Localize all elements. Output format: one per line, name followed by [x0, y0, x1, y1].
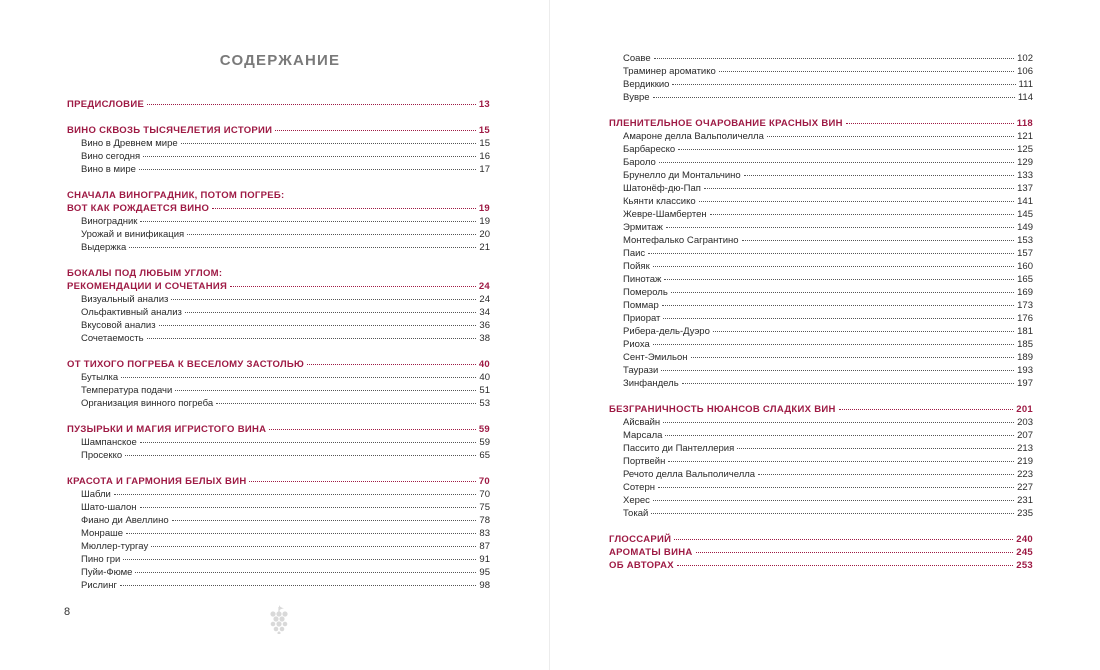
toc-entry — [609, 78, 1033, 91]
entry-page-number: 65 — [479, 450, 490, 461]
entry-label: Зинфандель — [623, 378, 679, 389]
toc-entry — [609, 507, 1033, 520]
dot-leader — [678, 149, 1014, 150]
entry-label: Сочетаемость — [81, 333, 144, 344]
toc-chapter-heading — [67, 267, 490, 280]
toc-entry — [609, 208, 1033, 221]
entry-label: Соаве — [623, 53, 651, 64]
dot-leader — [651, 513, 1014, 514]
toc-entry — [609, 312, 1033, 325]
entry-page-number: 213 — [1017, 443, 1033, 454]
toc-chapter-heading — [67, 358, 490, 371]
dot-leader — [139, 169, 477, 170]
dot-leader — [307, 364, 476, 365]
dot-leader — [125, 455, 476, 456]
entry-label: Мюллер-тургау — [81, 541, 149, 552]
entry-label: Барбареско — [623, 144, 676, 155]
toc-entry — [609, 143, 1033, 156]
dot-leader — [672, 84, 1015, 85]
toc-entry — [609, 429, 1033, 442]
toc-chapter-heading — [609, 403, 1033, 416]
toc-entry — [609, 377, 1033, 390]
entry-label: Рислинг — [81, 580, 117, 591]
toc-chapter-heading — [67, 423, 490, 436]
entry-page-number: 129 — [1017, 157, 1033, 168]
toc-chapter-heading — [67, 280, 490, 293]
entry-label: ПЛЕНИТЕЛЬНОЕ ОЧАРОВАНИЕ КРАСНЫХ ВИН — [609, 118, 843, 129]
entry-page-number: 118 — [1016, 118, 1033, 129]
toc-section — [67, 98, 490, 111]
dot-leader — [114, 494, 477, 495]
dot-leader — [839, 409, 1014, 410]
entry-page-number: 189 — [1017, 352, 1033, 363]
dot-leader — [140, 221, 476, 222]
page-fold — [549, 0, 550, 670]
dot-leader — [212, 208, 476, 209]
entry-label: Рибера-дель-Дуэро — [623, 326, 710, 337]
entry-page-number: 157 — [1017, 248, 1033, 259]
entry-label: Айсвайн — [623, 417, 661, 428]
entry-page-number: 141 — [1017, 196, 1033, 207]
entry-page-number: 19 — [478, 203, 490, 214]
toc-entry — [609, 273, 1033, 286]
toc-entry — [609, 247, 1033, 260]
dot-leader — [704, 188, 1014, 189]
entry-page-number: 75 — [479, 502, 490, 513]
toc-chapter-entry — [609, 533, 1033, 546]
dot-leader — [662, 305, 1014, 306]
entry-label: Пуйи-Фюме — [81, 567, 133, 578]
entry-label: Пинотаж — [623, 274, 662, 285]
toc-entry — [609, 221, 1033, 234]
dot-leader — [275, 130, 476, 131]
toc-chapter-heading — [67, 98, 490, 111]
toc-entry — [67, 384, 490, 397]
toc-entry — [609, 234, 1033, 247]
entry-page-number: 36 — [479, 320, 490, 331]
entry-label: Пассито ди Пантеллерия — [623, 443, 735, 454]
toc-entry — [609, 351, 1033, 364]
entry-page-number: 165 — [1017, 274, 1033, 285]
entry-page-number: 78 — [479, 515, 490, 526]
toc-entry — [67, 293, 490, 306]
toc-entry — [67, 150, 490, 163]
entry-label: БОКАЛЫ ПОД ЛЮБЫМ УГЛОМ: — [67, 268, 223, 279]
entry-page-number: 223 — [1017, 469, 1033, 480]
entry-page-number: 70 — [479, 489, 490, 500]
entry-label: СНАЧАЛА ВИНОГРАДНИК, ПОТОМ ПОГРЕБ: — [67, 190, 285, 201]
entry-label: БЕЗГРАНИЧНОСТЬ НЮАНСОВ СЛАДКИХ ВИН — [609, 404, 836, 415]
entry-label: Визуальный анализ — [81, 294, 169, 305]
entry-page-number: 91 — [479, 554, 490, 565]
entry-label: АРОМАТЫ ВИНА — [609, 547, 693, 558]
entry-page-number: 145 — [1017, 209, 1033, 220]
dot-leader — [120, 585, 476, 586]
entry-page-number: 219 — [1017, 456, 1033, 467]
dot-leader — [699, 201, 1015, 202]
entry-page-number: 111 — [1018, 79, 1033, 90]
toc-chapter-entry — [609, 559, 1033, 572]
toc-entry — [67, 332, 490, 345]
dot-leader — [710, 214, 1015, 215]
dot-leader — [269, 429, 476, 430]
entry-label: РЕКОМЕНДАЦИИ И СОЧЕТАНИЯ — [67, 281, 228, 292]
toc-entry — [67, 306, 490, 319]
dot-leader — [659, 162, 1014, 163]
entry-label: Портвейн — [623, 456, 666, 467]
toc-entry — [609, 325, 1033, 338]
toc-chapter-heading — [67, 202, 490, 215]
entry-page-number: 207 — [1017, 430, 1033, 441]
entry-label: Монтефалько Сагрантино — [623, 235, 739, 246]
entry-label: Риоха — [623, 339, 650, 350]
dot-leader — [668, 461, 1014, 462]
toc-entry — [67, 501, 490, 514]
dot-leader — [653, 500, 1014, 501]
entry-label: Шабли — [81, 489, 111, 500]
dot-leader — [767, 136, 1014, 137]
entry-page-number: 83 — [479, 528, 490, 539]
toc-section — [609, 52, 1033, 104]
entry-label: Организация винного погреба — [81, 398, 214, 409]
toc-entry — [67, 137, 490, 150]
entry-label: Траминер ароматико — [623, 66, 716, 77]
entry-label: Вино в Древнем мире — [81, 138, 178, 149]
entry-page-number: 185 — [1017, 339, 1033, 350]
toc-entry — [609, 481, 1033, 494]
toc-title: СОДЕРЖАНИЕ — [219, 52, 341, 69]
entry-page-number: 19 — [479, 216, 490, 227]
entry-label: Просекко — [81, 450, 123, 461]
dot-leader — [129, 247, 476, 248]
dot-leader — [249, 481, 475, 482]
entry-label: Паис — [623, 248, 646, 259]
dot-leader — [654, 58, 1014, 59]
entry-label: Херес — [623, 495, 650, 506]
page-number: 8 — [64, 606, 71, 618]
entry-label: Шатонёф-дю-Пап — [623, 183, 701, 194]
entry-label: Сент-Эмильон — [623, 352, 688, 363]
entry-label: ОБ АВТОРАХ — [609, 560, 674, 571]
dot-leader — [665, 435, 1014, 436]
entry-page-number: 16 — [479, 151, 490, 162]
entry-label: Бутылка — [81, 372, 119, 383]
entry-page-number: 176 — [1017, 313, 1033, 324]
toc-section — [67, 423, 490, 462]
entry-label: ОТ ТИХОГО ПОГРЕБА К ВЕСЕЛОМУ ЗАСТОЛЬЮ — [67, 359, 305, 370]
dot-leader — [147, 338, 477, 339]
entry-page-number: 240 — [1016, 534, 1033, 545]
dot-leader — [140, 442, 477, 443]
toc-section — [609, 533, 1033, 572]
entry-page-number: 114 — [1017, 92, 1033, 103]
entry-label: Урожай и винификация — [81, 229, 185, 240]
entry-label: Шампанское — [81, 437, 137, 448]
dot-leader — [185, 312, 477, 313]
entry-page-number: 160 — [1017, 261, 1033, 272]
toc-entry — [67, 566, 490, 579]
entry-page-number: 38 — [479, 333, 490, 344]
entry-label: Монраше — [81, 528, 124, 539]
entry-label: ПУЗЫРЬКИ И МАГИЯ ИГРИСТОГО ВИНА — [67, 424, 267, 435]
dot-leader — [216, 403, 476, 404]
grape-emblem-icon — [268, 604, 290, 634]
entry-page-number: 133 — [1017, 170, 1033, 181]
entry-label: Выдержка — [81, 242, 127, 253]
entry-page-number: 98 — [479, 580, 490, 591]
entry-page-number: 201 — [1016, 404, 1033, 415]
entry-label: Сотерн — [623, 482, 655, 493]
toc-entry — [67, 228, 490, 241]
toc-chapter-heading — [67, 475, 490, 488]
entry-label: Речото делла Вальполичелла — [623, 469, 756, 480]
dot-leader — [126, 533, 476, 534]
entry-page-number: 197 — [1017, 378, 1033, 389]
toc-entry — [67, 241, 490, 254]
entry-label: Вувре — [623, 92, 650, 103]
dot-leader — [661, 370, 1014, 371]
entry-label: Температура подачи — [81, 385, 173, 396]
dot-leader — [151, 546, 476, 547]
toc-section — [67, 189, 490, 254]
entry-page-number: 21 — [479, 242, 490, 253]
entry-page-number: 149 — [1017, 222, 1033, 233]
entry-page-number: 20 — [479, 229, 490, 240]
entry-page-number: 15 — [479, 138, 490, 149]
dot-leader — [172, 520, 477, 521]
dot-leader — [181, 143, 477, 144]
entry-label: ВОТ КАК РОЖДАЕТСЯ ВИНО — [67, 203, 210, 214]
toc-section — [67, 358, 490, 410]
toc-entry — [67, 371, 490, 384]
entry-label: Вердиккио — [623, 79, 670, 90]
entry-label: Приорат — [623, 313, 661, 324]
toc-entry — [67, 527, 490, 540]
toc-entry — [67, 553, 490, 566]
toc-entry — [67, 540, 490, 553]
dot-leader — [758, 474, 1014, 475]
entry-label: Ольфактивный анализ — [81, 307, 182, 318]
entry-page-number: 169 — [1017, 287, 1033, 298]
toc-entry — [609, 455, 1033, 468]
entry-label: ГЛОССАРИЙ — [609, 534, 672, 545]
dot-leader — [121, 377, 476, 378]
entry-label: Помероль — [623, 287, 668, 298]
dot-leader — [140, 507, 477, 508]
entry-label: Кьянти классико — [623, 196, 696, 207]
toc-entry — [609, 299, 1033, 312]
entry-page-number: 181 — [1017, 326, 1033, 337]
dot-leader — [230, 286, 476, 287]
entry-label: Виноградник — [81, 216, 138, 227]
entry-page-number: 53 — [479, 398, 490, 409]
dot-leader — [135, 572, 476, 573]
entry-page-number: 59 — [478, 424, 490, 435]
toc-entry — [609, 468, 1033, 481]
dot-leader — [648, 253, 1014, 254]
toc-chapter-heading — [609, 117, 1033, 130]
entry-page-number: 24 — [479, 294, 490, 305]
toc-entry — [609, 416, 1033, 429]
entry-page-number: 203 — [1017, 417, 1033, 428]
entry-page-number: 13 — [478, 99, 490, 110]
toc-section — [67, 267, 490, 345]
toc-entry — [609, 338, 1033, 351]
toc-entry — [67, 514, 490, 527]
toc-entry — [609, 156, 1033, 169]
entry-page-number: 87 — [479, 541, 490, 552]
toc-entry — [609, 52, 1033, 65]
entry-label: ПРЕДИСЛОВИЕ — [67, 99, 145, 110]
entry-page-number: 121 — [1017, 131, 1033, 142]
entry-label: Пино гри — [81, 554, 121, 565]
entry-label: Марсала — [623, 430, 663, 441]
toc-column-left — [67, 98, 490, 605]
toc-entry — [609, 260, 1033, 273]
dot-leader — [737, 448, 1014, 449]
entry-label: Фиано ди Авеллино — [81, 515, 169, 526]
toc-chapter-heading — [67, 189, 490, 202]
entry-label: Таурази — [623, 365, 659, 376]
entry-page-number: 227 — [1017, 482, 1033, 493]
entry-page-number: 125 — [1017, 144, 1033, 155]
toc-entry — [609, 364, 1033, 377]
entry-page-number: 24 — [478, 281, 490, 292]
toc-entry — [609, 91, 1033, 104]
dot-leader — [147, 104, 476, 105]
toc-section — [609, 117, 1033, 390]
entry-page-number: 253 — [1016, 560, 1033, 571]
entry-label: КРАСОТА И ГАРМОНИЯ БЕЛЫХ ВИН — [67, 476, 247, 487]
toc-entry — [67, 436, 490, 449]
dot-leader — [744, 175, 1014, 176]
entry-page-number: 51 — [479, 385, 490, 396]
toc-entry — [609, 130, 1033, 143]
dot-leader — [187, 234, 476, 235]
entry-label: Токай — [623, 508, 649, 519]
entry-page-number: 231 — [1017, 495, 1033, 506]
toc-entry — [609, 182, 1033, 195]
toc-section — [67, 124, 490, 176]
toc-entry — [67, 319, 490, 332]
toc-entry — [67, 215, 490, 228]
dot-leader — [846, 123, 1014, 124]
toc-entry — [609, 286, 1033, 299]
entry-label: Брунелло ди Монтальчино — [623, 170, 741, 181]
dot-leader — [171, 299, 476, 300]
dot-leader — [123, 559, 476, 560]
entry-label: Пойяк — [623, 261, 650, 272]
toc-entry — [609, 65, 1033, 78]
entry-page-number: 102 — [1017, 53, 1033, 64]
entry-page-number: 34 — [479, 307, 490, 318]
toc-entry — [67, 163, 490, 176]
dot-leader — [159, 325, 477, 326]
entry-page-number: 106 — [1017, 66, 1033, 77]
toc-entry — [67, 449, 490, 462]
entry-page-number: 173 — [1017, 300, 1033, 311]
dot-leader — [663, 422, 1014, 423]
dot-leader — [175, 390, 476, 391]
dot-leader — [653, 97, 1015, 98]
toc-entry — [609, 195, 1033, 208]
dot-leader — [653, 344, 1014, 345]
entry-page-number: 137 — [1017, 183, 1033, 194]
entry-page-number: 70 — [478, 476, 490, 487]
entry-page-number: 15 — [478, 125, 490, 136]
entry-page-number: 153 — [1017, 235, 1033, 246]
dot-leader — [664, 279, 1014, 280]
entry-label: Бароло — [623, 157, 656, 168]
dot-leader — [674, 539, 1013, 540]
entry-page-number: 59 — [479, 437, 490, 448]
entry-page-number: 245 — [1016, 547, 1033, 558]
dot-leader — [742, 240, 1015, 241]
entry-label: Шато-шалон — [81, 502, 137, 513]
entry-label: Вино в мире — [81, 164, 136, 175]
entry-label: ВИНО СКВОЗЬ ТЫСЯЧЕЛЕТИЯ ИСТОРИИ — [67, 125, 273, 136]
toc-section — [609, 403, 1033, 520]
entry-page-number: 40 — [478, 359, 490, 370]
toc-entry — [609, 169, 1033, 182]
entry-label: Амароне делла Вальполичелла — [623, 131, 764, 142]
entry-page-number: 235 — [1017, 508, 1033, 519]
toc-entry — [609, 494, 1033, 507]
dot-leader — [713, 331, 1014, 332]
toc-entry — [67, 579, 490, 592]
dot-leader — [663, 318, 1014, 319]
dot-leader — [682, 383, 1014, 384]
entry-page-number: 17 — [479, 164, 490, 175]
entry-page-number: 40 — [479, 372, 490, 383]
entry-label: Вино сегодня — [81, 151, 141, 162]
toc-section — [67, 475, 490, 592]
entry-label: Жевре-Шамбертен — [623, 209, 707, 220]
toc-column-right — [609, 52, 1033, 585]
toc-entry — [609, 442, 1033, 455]
dot-leader — [653, 266, 1014, 267]
dot-leader — [691, 357, 1015, 358]
entry-label: Эрмитаж — [623, 222, 663, 233]
dot-leader — [658, 487, 1014, 488]
dot-leader — [666, 227, 1014, 228]
entry-page-number: 95 — [479, 567, 490, 578]
entry-label: Вкусовой анализ — [81, 320, 156, 331]
entry-label: Поммар — [623, 300, 659, 311]
dot-leader — [719, 71, 1014, 72]
dot-leader — [696, 552, 1014, 553]
dot-leader — [677, 565, 1013, 566]
dot-leader — [671, 292, 1014, 293]
toc-entry — [67, 397, 490, 410]
toc-chapter-heading — [67, 124, 490, 137]
toc-entry — [67, 488, 490, 501]
toc-chapter-entry — [609, 546, 1033, 559]
dot-leader — [143, 156, 476, 157]
entry-page-number: 193 — [1017, 365, 1033, 376]
